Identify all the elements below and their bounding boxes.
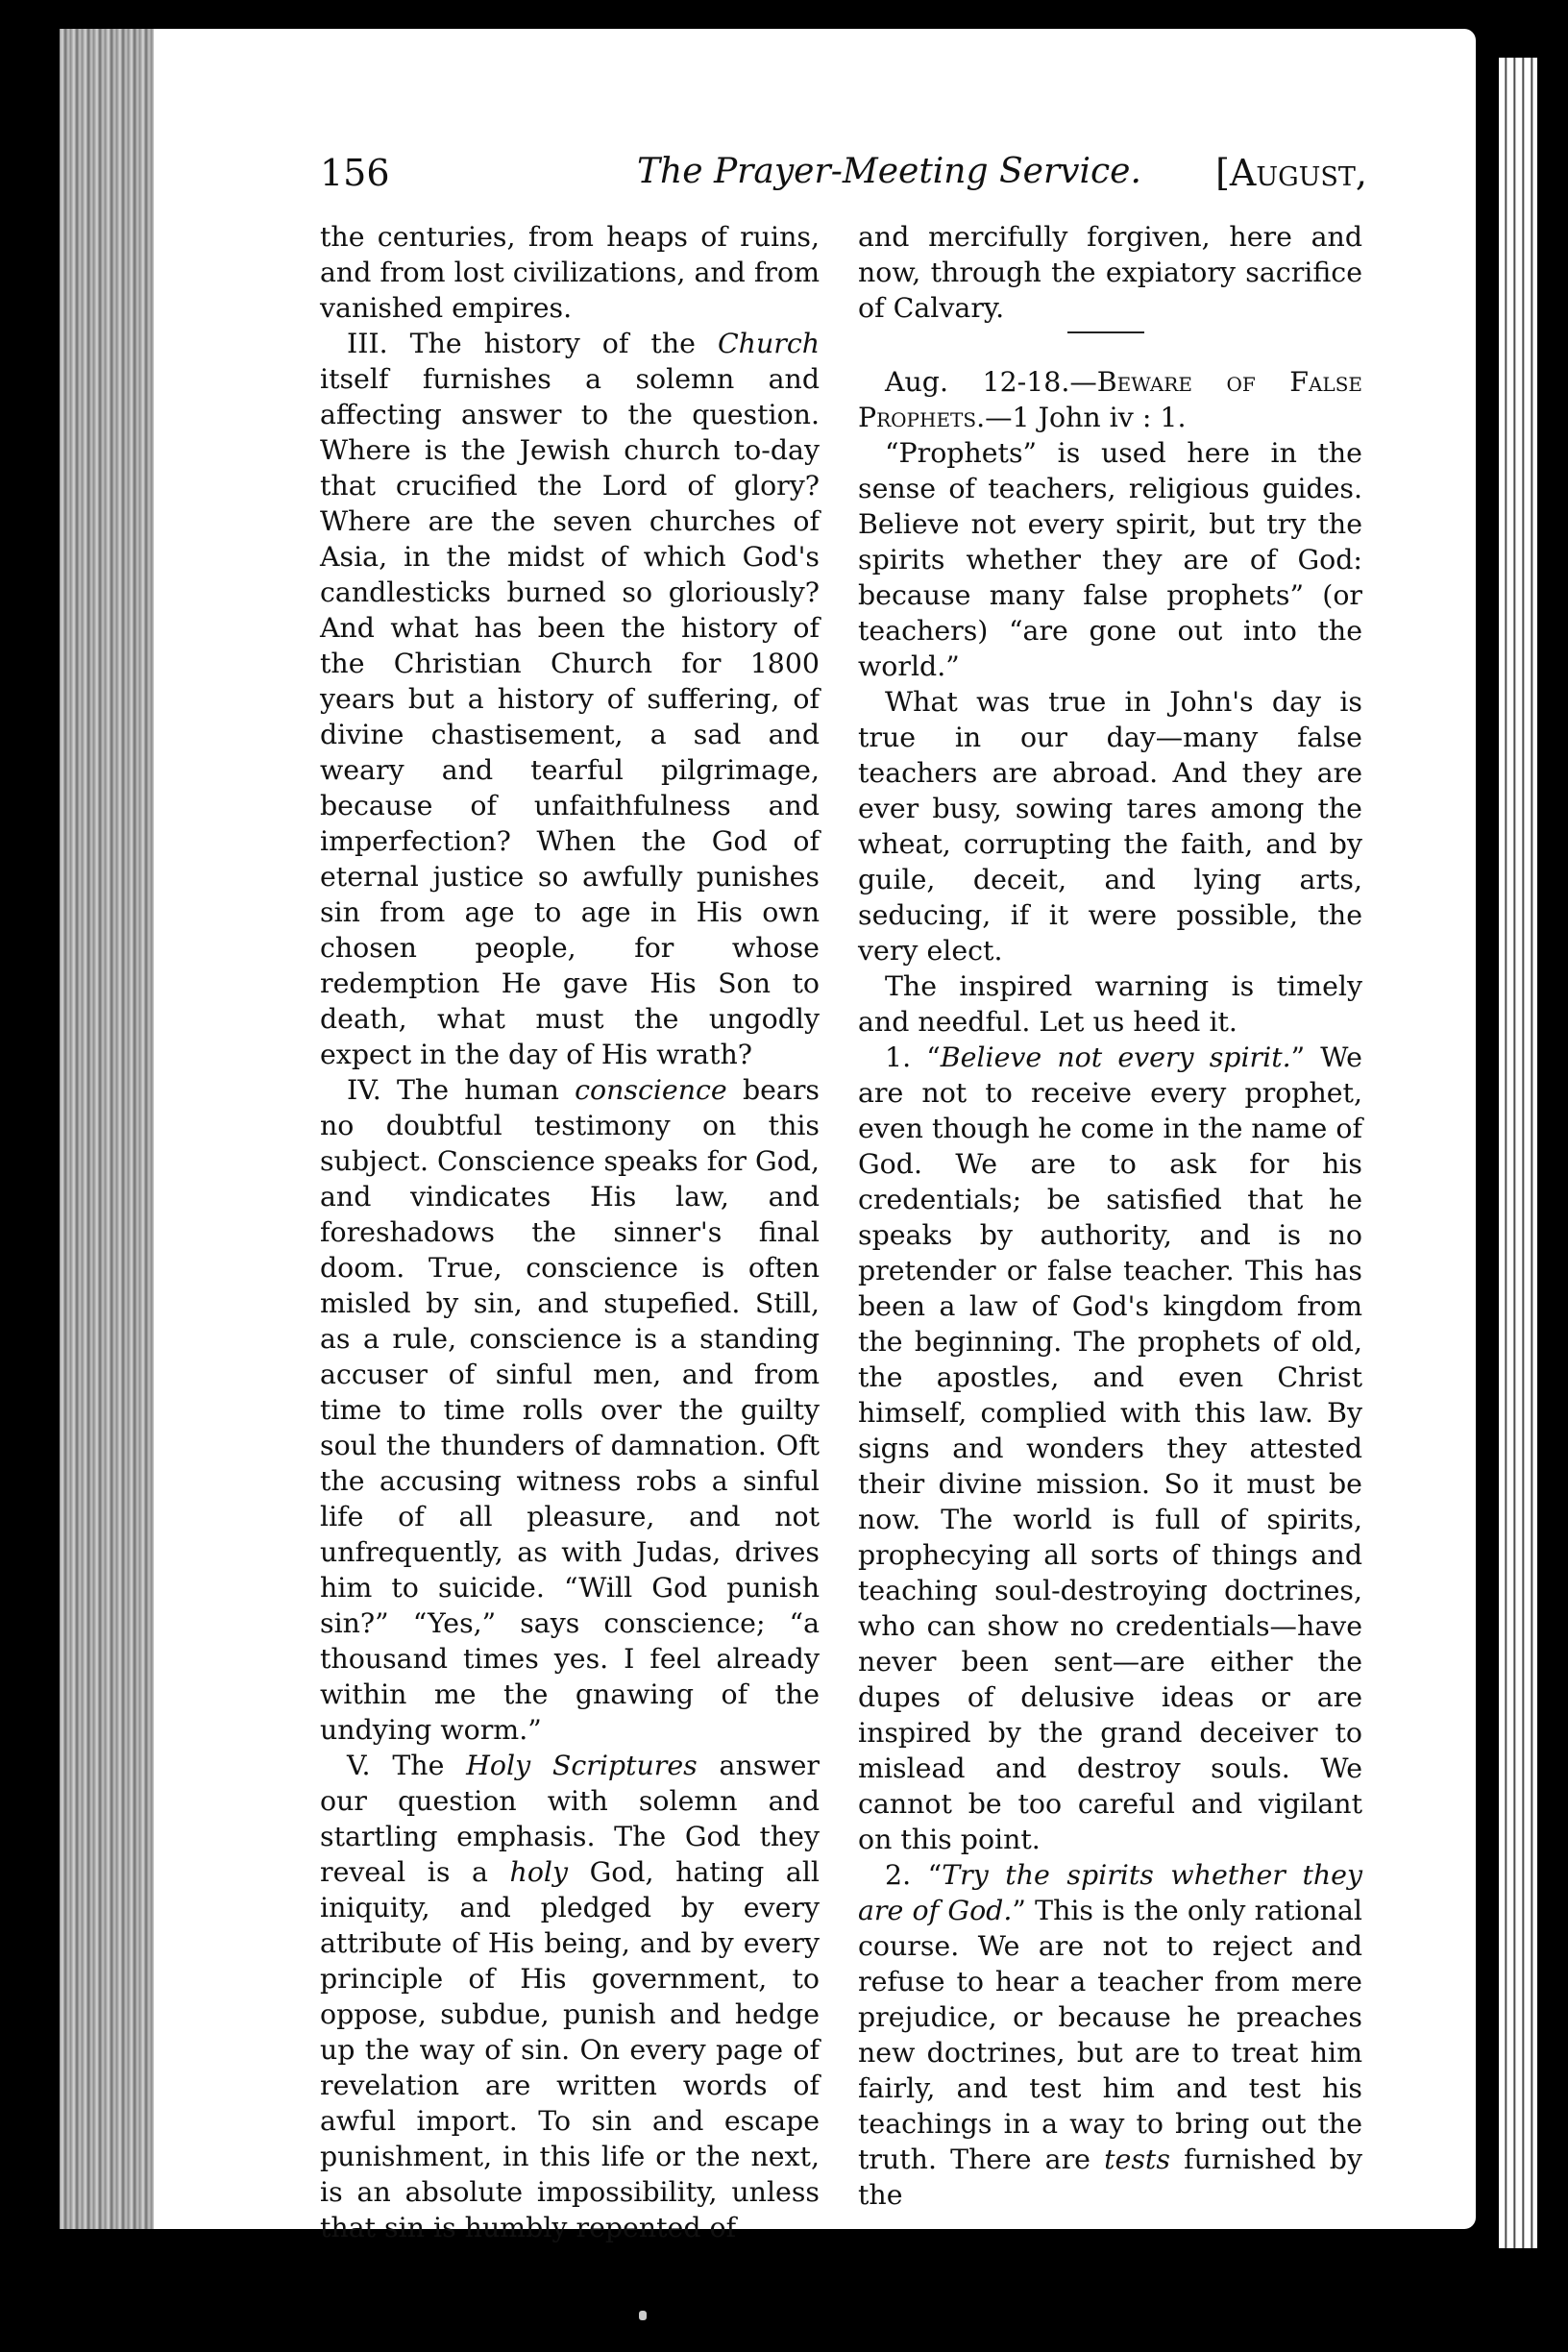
- paragraph: the centuries, from heaps of ruins, and from lost civilizations, and from vanished empires.: [320, 221, 820, 324]
- page-number: 156: [320, 152, 390, 194]
- paragraph: “Prophets” is used here in the sense of teachers, religious guides. Believe not every spirit, but try the spirits whether they are of God: because many false prophets” (or teachers) “are gone out into the world.”: [858, 437, 1362, 682]
- book-page-edges: [60, 29, 165, 2229]
- paragraph: V. The Holy Scriptures answer our question with solemn and startling emphasis. The God they reveal is a holy God, hating all iniquity, and pledged by every attribute of His being, and by every principle of His government, to oppose, subdue, punish and hedge up the way of sin. On every page of revelation are written words of awful import. To sin and escape punishment, in this life or the next, is an absolute impossibility, unless that sin is humbly repented of: [320, 1750, 821, 2243]
- right-column: [858, 219, 1362, 2213]
- running-title: The Prayer-Meeting Service.: [637, 152, 1141, 191]
- paragraph: What was true in John's day is true in our day—many false teachers are abroad. And they are ever busy, sowing tares among the wheat, corrupting the faith, and by guile, deceit, and lying arts, seducing, if it were possible, the very elect.: [858, 686, 1362, 967]
- scan-speck: [639, 2311, 647, 2320]
- paragraph: IV. The human conscience bears no doubtful testimony on this subject. Conscience speaks for God, and vindicates His law, and foreshadows the sinner's final doom. True, conscience is often misled by sin, and stupefied. Still, as a rule, conscience is a standing accuser of sinful men, and from time to time rolls over the guilty soul the thunders of damnation. Oft the accusing witness robs a sinful life of all pleasure, and not unfrequently, as with Judas, drives him to suicide. “Will God punish sin?” “Yes,” says conscience; “a thousand times yes. I feel already within me the gnawing of the undying worm.”: [320, 1074, 820, 1746]
- facing-page-edge: [1499, 58, 1537, 2248]
- paragraph: 1. “Believe not every spirit.” We are not to receive every prophet, even though he come in the name of God. We are to ask for his credentials; be satisfied that he speaks by authority, and is no pretender or false teacher. This has been a law of God's kingdom from the beginning. The prophets of old, the apostles, and even Christ himself, complied with this law. By signs and wonders they attested their divine mission. So it must be now. The world is full of spirits, prophecying all sorts of things and teaching soul-destroying doctrines, who can show no credentials—have never been sent—are either the dupes of delusive ideas or are inspired by the grand deceiver to mislead and destroy souls. We cannot be too careful and vigilant on this point.: [858, 1041, 1362, 1855]
- paragraph: 2. “Try the spirits whether they are of God.” This is the only rational course. We are not to reject and refuse to hear a teacher from mere prejudice, or because he preaches new doctrines, but are to treat him fairly, and test him and test his teachings in a way to bring out the truth. There are tests furnished by the: [858, 1859, 1362, 2211]
- left-column: [320, 219, 820, 2245]
- section-heading: Aug. 12-18.—Beware of False Prophets.—1 John iv : 1.: [858, 366, 1362, 433]
- paragraph: and mercifully forgiven, here and now, through the expiatory sacrifice of Calvary.: [858, 221, 1362, 324]
- paragraph: III. The history of the Church itself furnishes a solemn and affecting answer to the question. Where is the Jewish church to-day that crucified the Lord of glory? Where are the seven churches of Asia, in the midst of which God's candlesticks burned so gloriously? And what has been the history of the Christian Church for 1800 years but a history of suffering, of divine chastisement, a sad and weary and tearful pilgrimage, because of unfaithfulness and imperfection? When the God of eternal justice so awfully punishes sin from age to age in His own chosen people, for whose redemption He gave His Son to death, what must the ungodly expect in the day of His wrath?: [320, 328, 821, 1070]
- section-divider: [1067, 331, 1144, 333]
- paragraph: The inspired warning is timely and needful. Let us heed it.: [858, 970, 1362, 1038]
- month-label: [August,: [1215, 152, 1367, 194]
- page-header: [320, 152, 1367, 209]
